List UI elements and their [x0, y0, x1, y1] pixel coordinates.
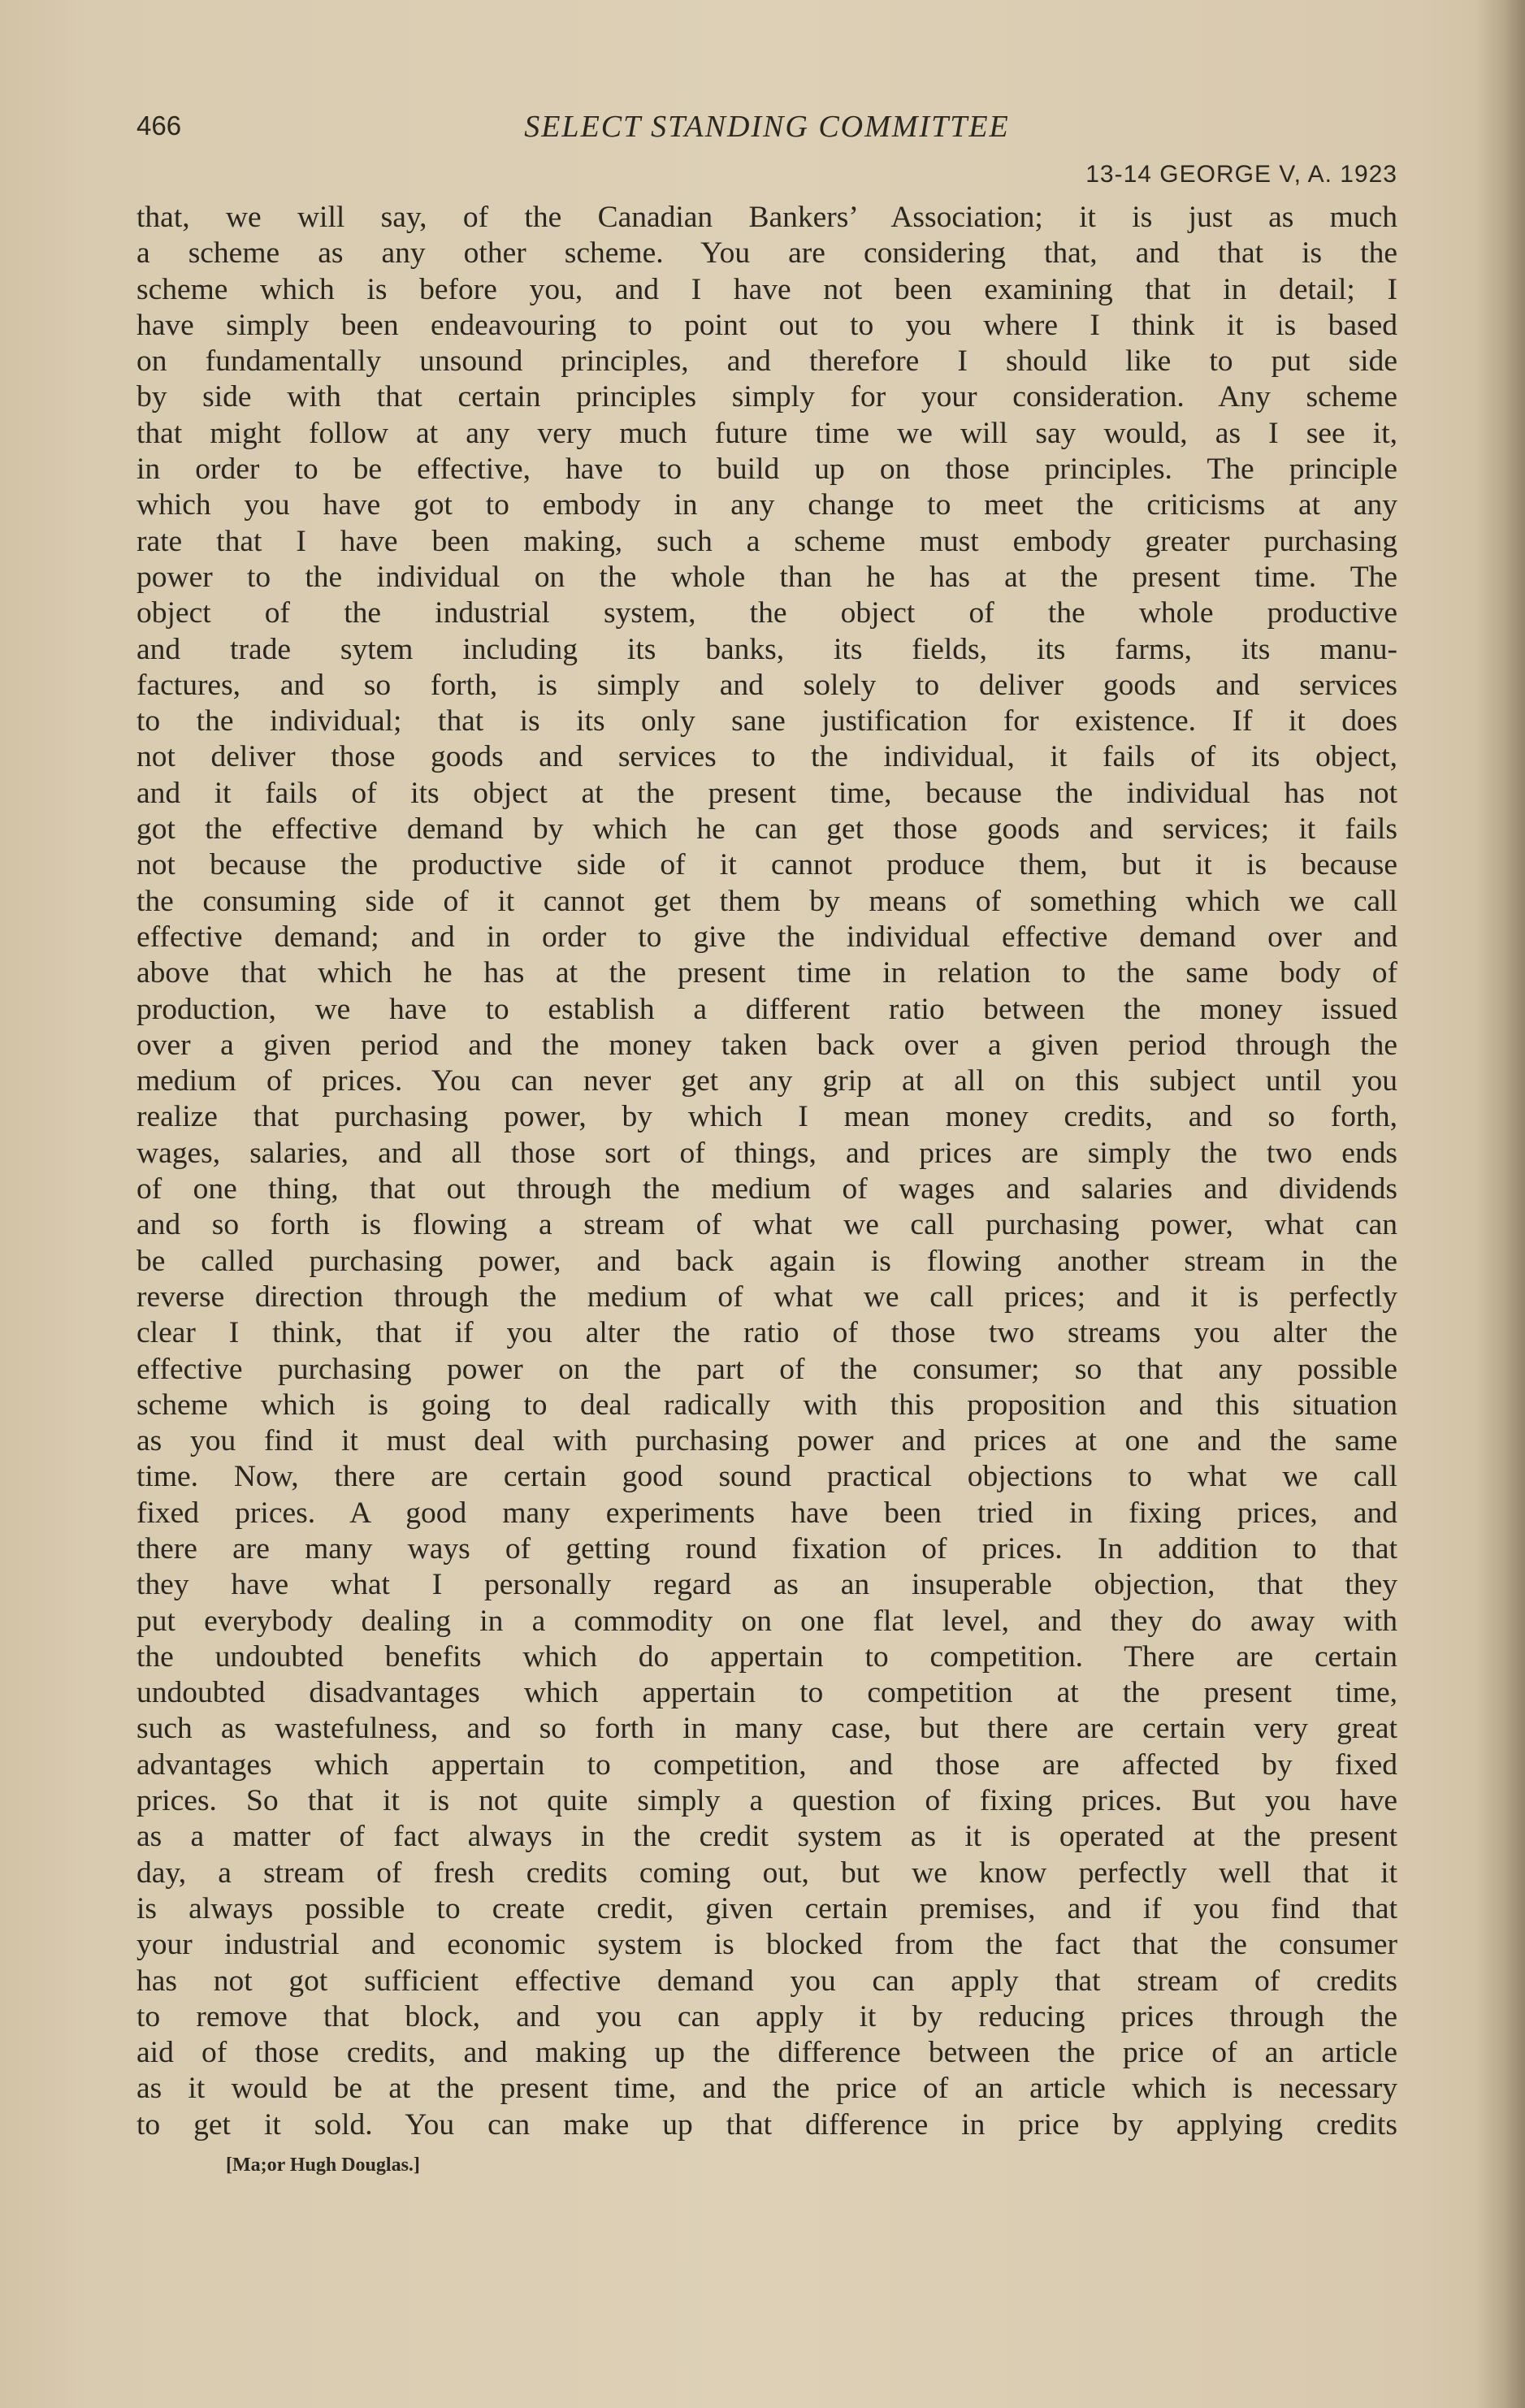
running-head [136, 102, 1397, 151]
body-line: your industrial and economic system is blocked from the fact that the consumer [136, 1928, 1397, 1962]
body-line: as a matter of fact always in the credit system as it is operated at the present [136, 1820, 1397, 1854]
body-text [136, 200, 1397, 2143]
page-number: 466 [136, 110, 182, 141]
body-line: scheme which is going to deal radically with this proposition and this situation [136, 1388, 1397, 1422]
body-line: rate that I have been making, such a scheme must embody greater purchasing [136, 524, 1397, 558]
body-line: is always possible to create credit, given certain premises, and if you find that [136, 1891, 1397, 1925]
body-line: and trade sytem including its banks, its fields, its farms, its manu- [136, 632, 1397, 666]
body-line: undoubted disadvantages which appertain to competition at the present time, [136, 1676, 1397, 1710]
body-line: the undoubted benefits which do appertain to competition. There are certain [136, 1639, 1397, 1674]
body-line: which you have got to embody in any change to meet the criticisms at any [136, 488, 1397, 522]
body-line: aid of those credits, and making up the difference between the price of an article [136, 2036, 1397, 2070]
body-line: they have what I personally regard as an insuperable objection, that they [136, 1568, 1397, 1602]
body-line: wages, salaries, and all those sort of things, and prices are simply the two ends [136, 1136, 1397, 1170]
body-line: clear I think, that if you alter the ratio of those two streams you alter the [136, 1316, 1397, 1350]
body-line: of one thing, that out through the medium of wages and salaries and dividends [136, 1172, 1397, 1206]
body-line: effective purchasing power on the part of the consumer; so that any possible [136, 1352, 1397, 1386]
body-line: fixed prices. A good many experiments have been tried in fixing prices, and [136, 1496, 1397, 1530]
body-line: have simply been endeavouring to point out to you where I think it is based [136, 308, 1397, 342]
body-line: as it would be at the present time, and the price of an article which is necessary [136, 2072, 1397, 2106]
body-line: and so forth is flowing a stream of what we call purchasing power, what can [136, 1208, 1397, 1242]
body-line: power to the individual on the whole than he has at the present time. The [136, 560, 1397, 594]
body-line: above that which he has at the present time in relation to the same body of [136, 956, 1397, 990]
body-line: that, we will say, of the Canadian Bankers’ Association; it is just as much [136, 201, 1397, 234]
body-line: prices. So that it is not quite simply a question of fixing prices. But you have [136, 1784, 1397, 1818]
body-line: has not got sufficient effective demand you can apply that stream of credits [136, 1964, 1397, 1998]
committee-title: SELECT STANDING COMMITTEE [524, 110, 1010, 144]
body-line: to remove that block, and you can apply it by reducing prices through the [136, 1999, 1397, 2033]
body-line: realize that purchasing power, by which I mean money credits, and so forth, [136, 1100, 1397, 1134]
body-line: medium of prices. You can never get any grip at all on this subject until you [136, 1064, 1397, 1098]
body-line: factures, and so forth, is simply and solely to deliver goods and services [136, 668, 1397, 702]
body-line: time. Now, there are certain good sound practical objections to what we call [136, 1460, 1397, 1494]
session-line: 13-14 GEORGE V, A. 1923 [1085, 161, 1397, 188]
body-line: a scheme as any other scheme. You are considering that, and that is the [136, 236, 1397, 271]
body-line: over a given period and the money taken back over a given period through the [136, 1028, 1397, 1062]
page-edge-shadow [1476, 0, 1525, 2408]
body-line: put everybody dealing in a commodity on one flat level, and they do away with [136, 1604, 1397, 1638]
body-line: as you find it must deal with purchasing power and prices at one and the same [136, 1424, 1397, 1458]
body-line: not deliver those goods and services to the individual, it fails of its object, [136, 740, 1397, 774]
body-line: on fundamentally unsound principles, and therefore I should like to put side [136, 344, 1397, 379]
body-line: be called purchasing power, and back again is flowing another stream in the [136, 1244, 1397, 1278]
body-line: in order to be effective, have to build up on those principles. The principle [136, 453, 1397, 487]
body-line: advantages which appertain to competition, and those are affected by fixed [136, 1748, 1397, 1782]
body-line: effective demand; and in order to give the individual effective demand over and [136, 920, 1397, 954]
body-line: the consuming side of it cannot get them by means of something which we call [136, 884, 1397, 918]
body-line: by side with that certain principles simply for your consideration. Any scheme [136, 380, 1397, 414]
body-line: there are many ways of getting round fixation of prices. In addition to that [136, 1531, 1397, 1566]
body-line: not because the productive side of it cannot produce them, but it is because [136, 848, 1397, 882]
speaker-attribution: [Ma;or Hugh Douglas.] [226, 2155, 420, 2176]
body-line: reverse direction through the medium of what we call prices; and it is perfectly [136, 1280, 1397, 1314]
body-line: to get it sold. You can make up that difference in price by applying credits [136, 2107, 1397, 2142]
body-line: day, a stream of fresh credits coming out, but we know perfectly well that it [136, 1856, 1397, 1890]
body-line: and it fails of its object at the present time, because the individual has not [136, 776, 1397, 810]
body-line: such as wastefulness, and so forth in many case, but there are certain very great [136, 1712, 1397, 1746]
body-line: scheme which is before you, and I have not been examining that in detail; I [136, 272, 1397, 306]
body-line: object of the industrial system, the object of the whole productive [136, 596, 1397, 630]
body-line: to the individual; that is its only sane justification for existence. If it does [136, 704, 1397, 738]
body-line: got the effective demand by which he can get those goods and services; it fails [136, 812, 1397, 847]
body-line: production, we have to establish a different ratio between the money issued [136, 992, 1397, 1026]
body-line: that might follow at any very much future time we will say would, as I see it, [136, 416, 1397, 450]
page-content [136, 102, 1397, 2176]
